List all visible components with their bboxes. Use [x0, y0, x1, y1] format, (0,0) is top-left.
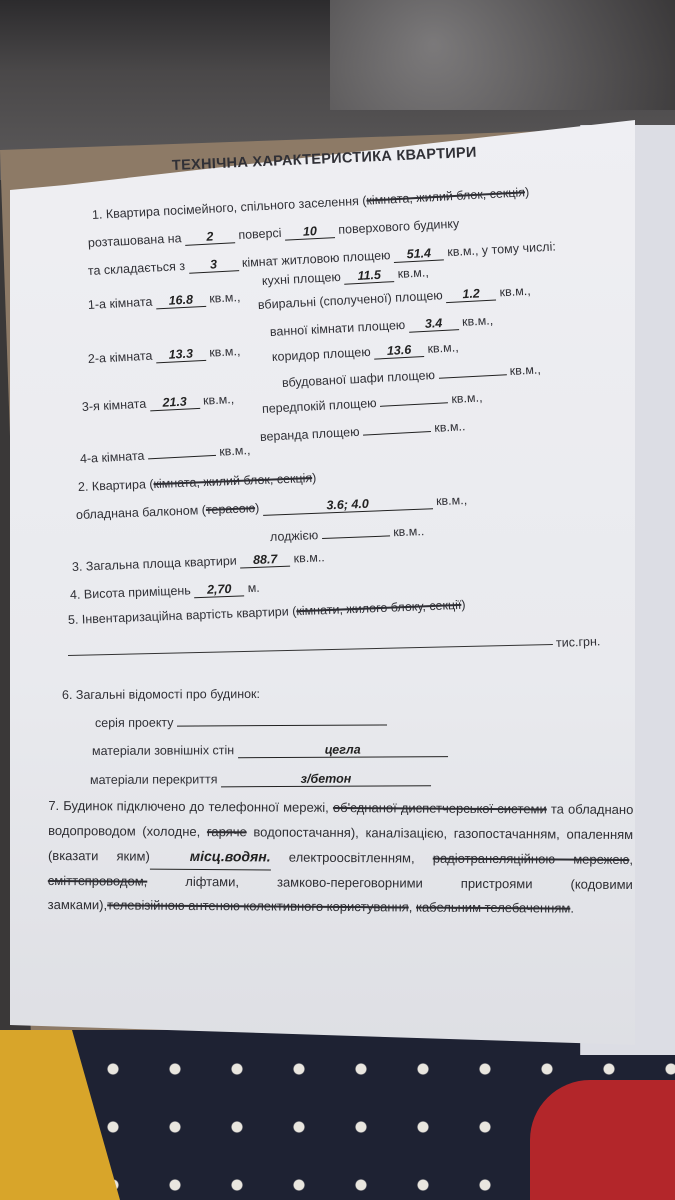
filled-value: 16.8: [155, 292, 206, 310]
filled-value: 2: [185, 228, 236, 246]
form-text: коридор площею: [271, 344, 375, 364]
form-text: кв.м.,: [423, 340, 459, 357]
form-text: передпокій площею: [261, 395, 381, 416]
form-text: серія проекту: [94, 715, 178, 730]
filled-value: [148, 455, 216, 460]
form-text: електроосвітленням,: [270, 849, 433, 866]
form-text: кв.м..: [289, 550, 326, 566]
filled-value: 3.6; 4.0: [262, 494, 432, 516]
form-text: кухні площею: [261, 269, 345, 288]
background-curtain-highlight: [330, 0, 675, 110]
filled-value: 2,70: [194, 581, 245, 598]
form-text: 3. Загальна площа квартири: [71, 553, 241, 574]
struck-text: кімната, жилий блок, секція: [153, 471, 313, 492]
line-s6: [62, 687, 260, 702]
struck-text: терасою: [205, 501, 256, 518]
form-text: 6. Загальні відомості про будинок:: [61, 686, 261, 702]
struck-text: радіотрансляційною мережею: [432, 850, 630, 868]
filled-value: місц.водян.: [150, 844, 271, 870]
form-text: 2. Квартира (: [77, 477, 154, 494]
form-text: кв.м.,: [432, 492, 468, 509]
form-text: веранда площею: [259, 424, 364, 444]
filled-value: 1.2: [446, 286, 497, 304]
filled-value: 88.7: [240, 552, 291, 569]
red-cloth: [530, 1080, 675, 1200]
filled-value: [380, 402, 448, 407]
struck-text: кабельним телебаченням: [415, 899, 571, 916]
filled-value: [177, 724, 387, 726]
form-text: 3-я кімната: [81, 396, 151, 414]
struck-text: сміттєпроводом,: [47, 872, 148, 889]
form-text: кв.м.,: [393, 265, 430, 282]
struck-text: кімнати, жилого блоку, секції: [296, 597, 462, 619]
filled-value: з/бетон: [221, 771, 431, 787]
form-text: та обладнано водопроводом (холодне,: [48, 801, 634, 839]
filled-value: 10: [285, 223, 336, 241]
form-text: кв.м.,: [205, 344, 241, 360]
struck-text: об'єднаної диспетчерської системи: [332, 799, 547, 817]
form-text: 5. Інвентаризаційна вартість квартири (: [67, 604, 297, 627]
form-text: ): [254, 500, 263, 516]
form-text: поверсі: [234, 225, 286, 243]
line-s5-unit: [556, 634, 601, 650]
form-text: розташована на: [87, 230, 186, 250]
form-text: кв.м.,: [205, 290, 241, 306]
form-text: 4. Висота приміщень: [69, 583, 195, 602]
form-text: поверхового будинку: [334, 216, 460, 238]
struck-text: гаряче: [206, 823, 247, 839]
form-text: ліфтами, замково-переговорними пристроями (кодовими замками),: [47, 873, 633, 913]
form-text: водопостачання), каналізацією, газопостачанням, опаленням (вказати яким): [47, 823, 634, 864]
filled-value: 21.3: [149, 394, 200, 412]
form-text: ): [461, 597, 466, 612]
line-s6-floors: [90, 771, 431, 788]
form-text: 2-а кімната: [87, 348, 157, 366]
form-text: 1. Квартира посімейного, спільного заселення (: [91, 193, 367, 222]
document-title: ТЕХНІЧНА ХАРАКТЕРИСТИКА КВАРТИРИ: [171, 144, 478, 174]
form-text: ,: [408, 899, 417, 915]
form-text: матеріали перекриття: [89, 772, 222, 787]
form-text: .: [570, 900, 575, 916]
filled-value: 51.4: [394, 245, 445, 263]
form-text: матеріали зовнішніх стін: [91, 743, 238, 758]
struck-text: кімната, жилий блок, секція: [366, 185, 526, 208]
form-text: м.: [243, 580, 261, 596]
form-text: кв.м.,: [495, 283, 532, 300]
filled-value: 3: [188, 256, 239, 274]
form-text: ,: [629, 852, 634, 868]
filled-value: 11.5: [344, 267, 395, 285]
form-text: кв.м.,: [199, 392, 235, 408]
form-text: обладнана балконом (: [75, 503, 207, 522]
form-text: кв.м.,: [215, 443, 251, 459]
form-text: кімнат житловою площею: [238, 247, 395, 271]
form-text: вбиральні (сполученої) площею: [257, 288, 447, 312]
form-text: кв.м., у тому числі:: [443, 239, 557, 260]
filled-value: [322, 535, 390, 539]
form-text: кв.м.,: [458, 313, 494, 330]
form-text: ): [524, 185, 530, 200]
line-s6-series: [95, 714, 387, 730]
form-text: 1-а кімната: [87, 294, 157, 312]
form-text: ванної кімнати площею: [269, 317, 410, 339]
filled-value: цегла: [238, 742, 448, 758]
form-text: кв.м..: [389, 524, 425, 540]
form-text: кв.м.,: [505, 362, 542, 379]
filled-value: 3.4: [408, 315, 459, 333]
filled-value: [438, 374, 506, 379]
filled-value: [363, 431, 431, 436]
form-text: лоджією: [269, 528, 323, 544]
form-text: 7. Будинок підключено до телефонної мережі,: [48, 797, 333, 815]
form-text: ): [311, 470, 317, 485]
form-text: кв.м.,: [447, 390, 483, 407]
line-s6-walls: [92, 742, 448, 759]
form-text: вбудованої шафи площею: [281, 367, 439, 390]
form-text: та складається з: [87, 258, 189, 278]
filled-value: 13.6: [374, 342, 425, 360]
filled-value: 13.3: [155, 346, 206, 364]
form-text: тис.грн.: [555, 634, 601, 650]
form-text: 4-а кімната: [79, 448, 149, 466]
form-text: кв.м..: [430, 419, 466, 436]
section-7-paragraph: [48, 794, 634, 922]
struck-text: телевізійною антеною колективного користування: [107, 897, 409, 915]
